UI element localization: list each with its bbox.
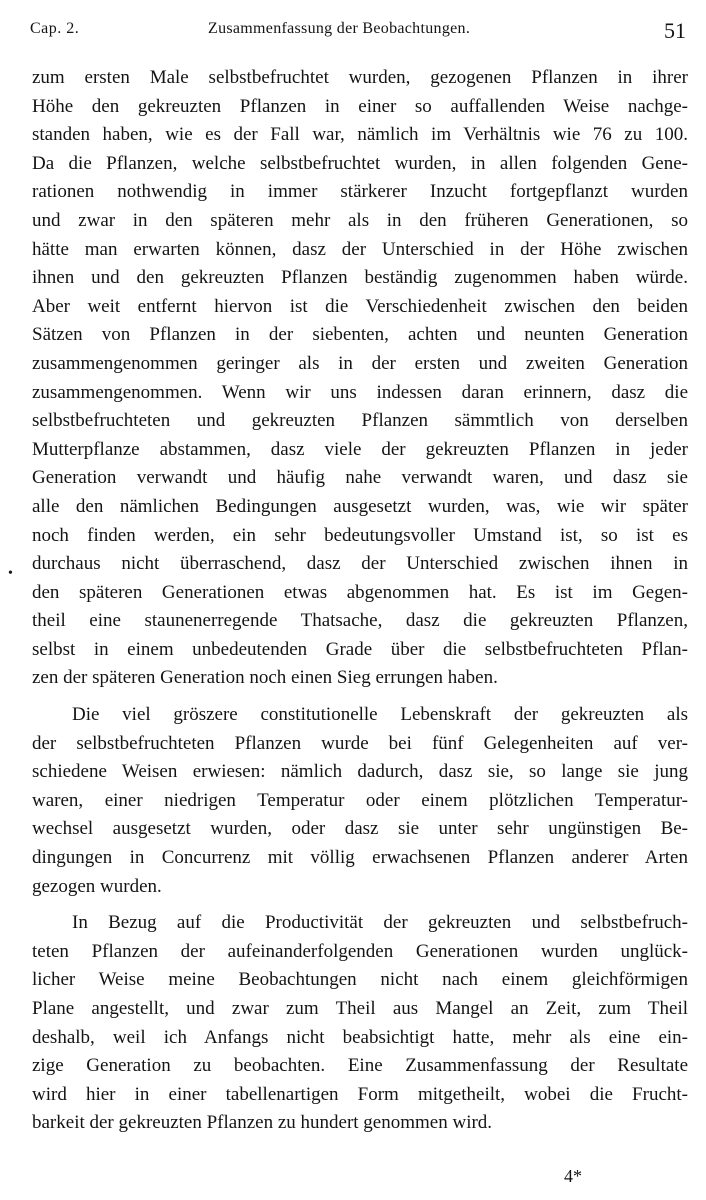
text-line: Die viel gröszere constitutionelle Lebenskraft der gekreuzten als — [72, 704, 688, 726]
text-line: Mutterpflanze abstammen, dasz viele der gekreuzten Pflanzen in jeder — [32, 438, 688, 460]
text-line: Plane angestellt, und zwar zum Theil aus Mangel an Zeit, zum Theil — [32, 998, 688, 1019]
text-line: den späteren Generationen etwas abgenommen hat. Es ist im Gegen- — [32, 581, 688, 603]
text-line: dingungen in Concurrenz mit völlig erwachsenen Pflanzen anderer Arten — [32, 847, 688, 869]
text-line: teten Pflanzen der aufeinanderfolgenden Generationen wurden unglück- — [32, 940, 688, 962]
text-line: zum ersten Male selbstbefruchtet wurden, gezogenen Pflanzen in ihrer — [32, 67, 688, 88]
text-line: Höhe den gekreuzten Pflanzen in einer so auffallenden Weise nachge- — [32, 95, 688, 117]
margin-bullet: • — [8, 566, 13, 581]
text-line: wechsel ausgesetzt wurden, oder dasz sie unter sehr ungünstigen Be- — [32, 818, 688, 840]
text-line: gezogen wurden. — [32, 875, 162, 897]
text-line: selbstbefruchteten und gekreuzten Pflanzen sämmtlich von derselben — [32, 410, 688, 432]
paragraph — [32, 64, 688, 693]
running-title: Zusammenfassung der Beobachtungen. — [208, 20, 471, 37]
text-line: rationen nothwendig in immer stärkerer Inzucht fortgepflanzt wurden — [32, 181, 688, 203]
text-line: In Bezug auf die Productivität der gekreuzten und selbstbefruch- — [72, 912, 688, 934]
running-header — [30, 18, 690, 48]
text-line: barkeit der gekreuzten Pflanzen zu hundert genommen wird. — [32, 1112, 493, 1134]
text-line: der selbstbefruchteten Pflanzen wurde bei fünf Gelegenheiten auf ver- — [32, 732, 688, 754]
text-line: waren, einer niedrigen Temperatur oder einem plötzlichen Temperatur- — [32, 789, 688, 811]
text-line: zige Generation zu beobachten. Eine Zusammenfassung der Resultate — [32, 1055, 688, 1077]
chapter-label: Cap. 2. — [30, 20, 80, 37]
text-line: standen haben, wie es der Fall war, nämlich im Verhältnis wie 76 zu 100. — [32, 124, 688, 146]
text-line: und zwar in den späteren mehr als in den früheren Generationen, so — [32, 209, 688, 231]
text-line: schiedene Weisen erwiesen: nämlich dadurch, dasz sie, so lange sie jung — [32, 761, 688, 783]
text-line: ihnen und den gekreuzten Pflanzen beständig zugenommen haben würde. — [32, 267, 688, 289]
text-line: theil eine staunenerregende Thatsache, dasz die gekreuzten Pflanzen, — [32, 610, 688, 632]
text-line: zusammengenommen geringer als in der ersten und zweiten Generation — [32, 352, 688, 374]
paragraph-gap — [32, 901, 688, 909]
text-line: zusammengenommen. Wenn wir uns indessen daran erinnern, dasz die — [32, 381, 688, 403]
text-line: wird hier in einer tabellenartigen Form mitgetheilt, wobei die Frucht- — [32, 1083, 688, 1105]
text-line: Da die Pflanzen, welche selbstbefruchtet wurden, in allen folgenden Gene- — [32, 152, 688, 174]
text-line: durchaus nicht überraschend, dasz der Unterschied zwischen ihnen in — [32, 553, 688, 575]
page-body — [32, 64, 688, 1138]
text-line: hätte man erwarten können, dasz der Unterschied in der Höhe zwischen — [32, 238, 688, 260]
text-line: zen der späteren Generation noch einen Sieg errungen haben. — [32, 667, 498, 689]
text-line: Generation verwandt und häufig nahe verwandt waren, und dasz sie — [32, 467, 688, 489]
text-line: selbst in einem unbedeutenden Grade über die selbstbefruchteten Pflan- — [32, 638, 688, 660]
text-line: licher Weise meine Beobachtungen nicht nach einem gleichförmigen — [32, 969, 688, 991]
text-line: noch finden werden, ein sehr bedeutungsvoller Umstand ist, so ist es — [32, 524, 688, 546]
signature-mark: 4* — [564, 1166, 582, 1186]
text-line: deshalb, weil ich Anfangs nicht beabsichtigt hatte, mehr als eine ein- — [32, 1026, 688, 1048]
text-line: Aber weit entfernt hiervon ist die Verschiedenheit zwischen den beiden — [32, 295, 688, 317]
paragraph — [32, 909, 688, 1138]
paragraph-gap — [32, 693, 688, 701]
text-line: alle den nämlichen Bedingungen ausgesetzt wurden, was, wie wir später — [32, 495, 688, 517]
page-number: 51 — [664, 18, 686, 43]
text-line: Sätzen von Pflanzen in der siebenten, achten und neunten Generation — [32, 324, 688, 346]
paragraph — [32, 701, 688, 901]
